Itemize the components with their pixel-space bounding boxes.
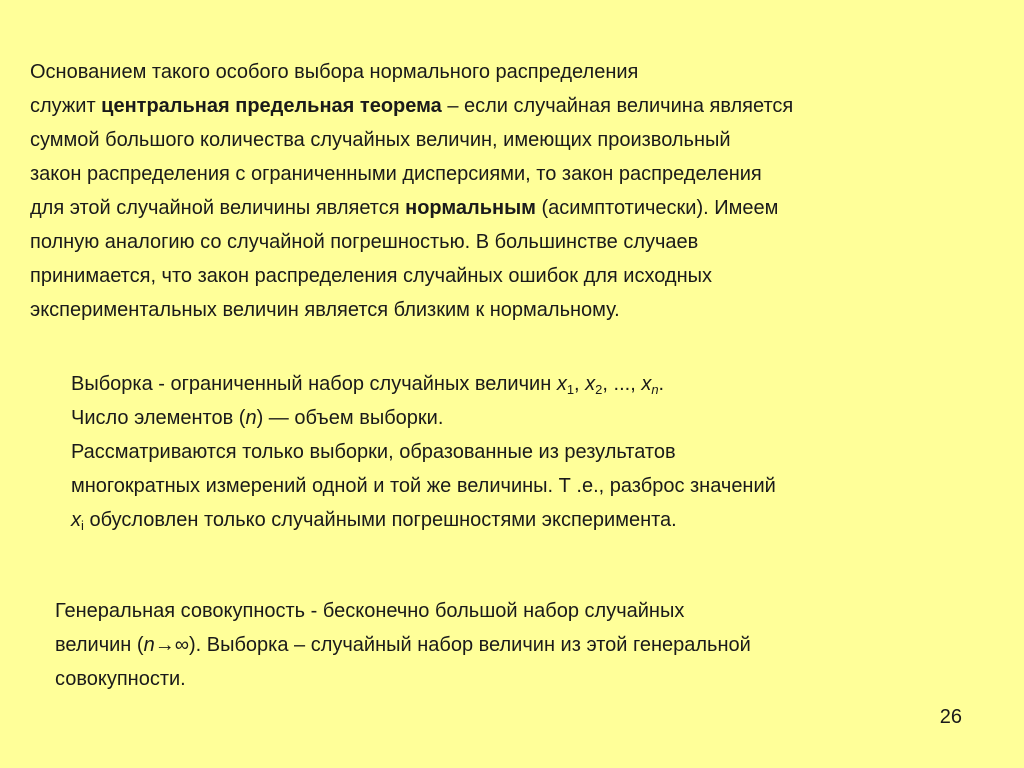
paragraph-central-limit-theorem bbox=[30, 55, 793, 327]
page-number: 26 bbox=[939, 706, 962, 728]
text-span: величин ( bbox=[55, 634, 144, 656]
bold-term-central-limit-theorem: центральная предельная теорема bbox=[101, 95, 442, 117]
subscript: 2 bbox=[595, 382, 603, 397]
text-line: суммой большого количества случайных величин, имеющих произвольный bbox=[30, 129, 731, 151]
text-line: принимается, что закон распределения случайных ошибок для исходных bbox=[30, 265, 713, 287]
text-span: , ..., bbox=[602, 373, 642, 395]
text-span: служит bbox=[30, 95, 102, 117]
text-line: совокупности. bbox=[55, 668, 186, 690]
text-line: Рассматриваются только выборки, образованные из результатов bbox=[71, 441, 676, 463]
paragraph-sample-definition bbox=[71, 367, 776, 537]
arrow-infinity: →∞ bbox=[154, 634, 189, 656]
text-span: – если случайная величина является bbox=[441, 95, 794, 117]
subscript-n: n bbox=[651, 382, 659, 397]
text-line bbox=[30, 89, 793, 123]
paragraph-general-population bbox=[55, 594, 751, 696]
variable-x: x bbox=[641, 373, 652, 395]
text-span: Выборка - ограниченный набор случайных величин bbox=[71, 373, 557, 395]
text-span: , bbox=[574, 373, 586, 395]
text-line: многократных измерений одной и той же величины. Т .е., разброс значений bbox=[71, 475, 776, 497]
text-span: (асимптотически). Имеем bbox=[535, 197, 779, 219]
text-span: . bbox=[658, 373, 665, 395]
subscript bbox=[651, 382, 658, 397]
variable-n: n bbox=[143, 634, 155, 656]
text-line bbox=[30, 191, 793, 225]
text-line: Генеральная совокупность - бесконечно большой набор случайных bbox=[55, 600, 685, 622]
variable-x: x bbox=[71, 509, 81, 531]
subscript: 1 bbox=[566, 382, 575, 397]
text-line bbox=[55, 628, 751, 662]
text-span: ) — объем выборки. bbox=[256, 407, 444, 429]
variable-x: x bbox=[585, 373, 596, 395]
text-span: обусловлен только случайными погрешностями эксперимента. bbox=[83, 509, 677, 531]
text-span: для этой случайной величины является bbox=[30, 197, 406, 219]
text-span: Число элементов ( bbox=[71, 407, 246, 429]
text-line: закон распределения с ограниченными дисперсиями, то закон распределения bbox=[30, 163, 762, 185]
text-line: экспериментальных величин является близким к нормальному. bbox=[30, 299, 620, 321]
text-line bbox=[71, 367, 776, 401]
subscript: i bbox=[81, 518, 84, 533]
text-line: полную аналогию со случайной погрешностью. В большинстве случаев bbox=[30, 231, 699, 253]
text-line bbox=[71, 401, 776, 435]
text-span: ). Выборка – случайный набор величин из этой генеральной bbox=[188, 634, 751, 656]
variable-x: x bbox=[556, 373, 567, 395]
bold-term-normal: нормальным bbox=[405, 197, 536, 219]
variable-n: n bbox=[245, 407, 257, 429]
text-line bbox=[71, 503, 776, 537]
text-line: Основанием такого особого выбора нормального распределения bbox=[30, 61, 639, 83]
